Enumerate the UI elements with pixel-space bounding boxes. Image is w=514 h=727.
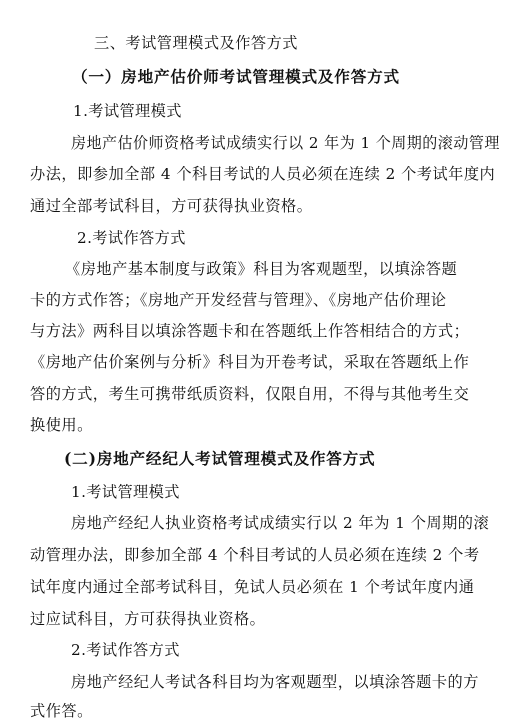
part1-item2-line-3: 与方法》两科目以填涂答题卡和在答题纸上作答相结合的方式； [30,322,470,340]
part1-item2-line-2: 卡的方式作答；《房地产开发经营与管理》、《房地产估价理论 [30,291,447,309]
part1-item1-line-2: 办法，即参加全部 4 个科目考试的人员必须在连续 2 个考试年度内 [30,165,496,183]
section-title: 三、考试管理模式及作答方式 [94,34,298,52]
part2-item2-line-2: 式作答。 [30,702,93,720]
part2-item1-line-1: 房地产经纪人执业资格考试成绩实行以 2 年为 1 个周期的滚 [71,514,490,532]
part2-item2-line-1: 房地产经纪人考试各科目均为客观题型，以填涂答题卡的方 [71,673,479,691]
part1-item1-line-3: 通过全部考试科目，方可获得执业资格。 [30,197,313,215]
part1-item2-line-5: 答的方式，考生可携带纸质资料，仅限自用，不得与其他考生交 [30,385,470,403]
part2-item1-line-3: 试年度内通过全部考试科目，免试人员必须在 1 个考试年度内通 [30,578,475,596]
part2-item1-line-2: 动管理办法，即参加全部 4 个科目考试的人员必须在连续 2 个考 [30,546,480,564]
part1-item2-line-1: 《房地产基本制度与政策》科目为客观题型，以填涂答题 [65,260,458,278]
part2-heading: (二)房地产经纪人考试管理模式及作答方式 [64,449,376,468]
part1-item2-title: 2.考试作答方式 [77,229,186,247]
part2-item1-title: 1.考试管理模式 [71,483,180,501]
part2-item2-title: 2.考试作答方式 [71,641,180,659]
part1-item2-line-4: 《房地产估价案例与分析》科目为开卷考试，采取在答题纸上作 [30,353,470,371]
part1-heading: （一）房地产估价师考试管理模式及作答方式 [72,67,400,86]
part1-item1-title: 1.考试管理模式 [73,102,182,120]
part2-item1-line-4: 过应试科目，方可获得执业资格。 [30,610,266,628]
part1-item2-line-6: 换使用。 [30,416,93,434]
part1-item1-line-1: 房地产估价师资格考试成绩实行以 2 年为 1 个周期的滚动管理 [71,134,500,152]
